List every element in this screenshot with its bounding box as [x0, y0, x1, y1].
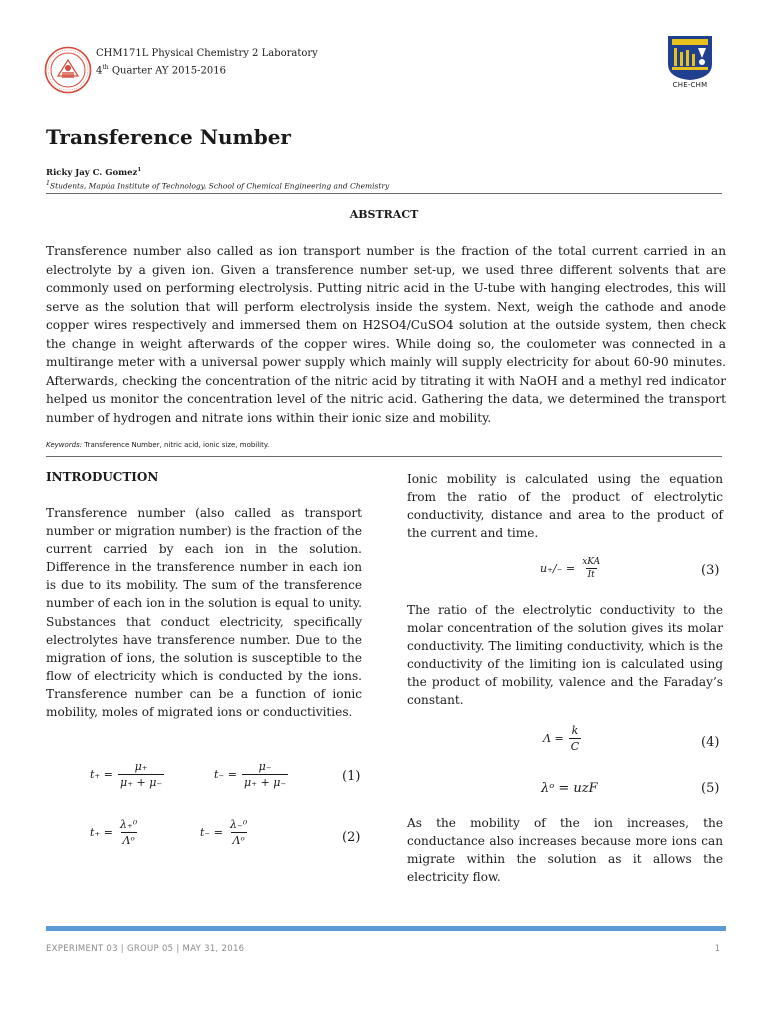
equation-4: [543, 724, 581, 753]
eq4-denominator: C: [570, 740, 580, 753]
course-info: [96, 47, 318, 78]
keywords-divider: [46, 456, 722, 457]
equation-5: λᵒ = uzF: [541, 781, 598, 796]
mobility-conductance-paragraph: As the mobility of the ion increases, the conductance also increases because more ions can migrate within the solution as it allows the electricity flow.: [407, 816, 723, 885]
eq3-fraction: [580, 557, 602, 580]
affiliation-line: [46, 180, 389, 191]
eq1-t-minus-numerator: μ₋: [258, 760, 272, 773]
author-sup: 1: [137, 167, 142, 173]
eq1-t-plus-denominator: μ₊ + μ₋: [120, 776, 163, 789]
affiliation-divider: [46, 193, 722, 194]
keywords-text: Transference Number, nitric acid, ionic size, mobility.: [84, 441, 270, 449]
eq1-t-minus-lhs: t₋ =: [214, 768, 237, 781]
eq3-lhs: u₊/₋ =: [540, 562, 576, 575]
equation-1-t-plus: [90, 760, 164, 789]
introduction-text: Transference number (also called as transport number or migration number) is the fraction of the current carried by each ion in the solution. Difference in the transference number in each ion is due to its mobility. The sum of the transference number of each ion in the solution is equal to unity. Substances that conduct electricity, specifically electrolytes have transference number. Due to the migration of ions, the solution is susceptible to the flow of electricity which is conducted by the ions. Transference number can be a function of ionic mobility, moles of migrated ions or conductivities.: [46, 506, 362, 720]
eq1-t-plus-fraction: [118, 760, 164, 789]
equation-1-number: (1): [342, 769, 361, 784]
mobility-paragraph: Ionic mobility is calculated using the equation from the ratio of the product of electrolytic conductivity, distance and area to the product of the current and time.: [407, 472, 723, 541]
equation-2-t-minus: [200, 818, 249, 847]
eq1-t-plus-numerator: μ₊: [134, 760, 148, 773]
equation-3-number: (3): [701, 563, 720, 578]
eq2-t-plus-denominator: Λᵒ: [122, 834, 135, 847]
eq2-t-plus-fraction: [118, 818, 139, 847]
eq2-t-plus-numerator: λ₊⁰: [120, 818, 138, 831]
eq2-t-minus-fraction: [228, 818, 249, 847]
quarter-line: [96, 61, 318, 78]
paper-title: Transference Number: [46, 125, 291, 149]
conductivity-paragraph: The ratio of the electrolytic conductivity to the molar concentration of the solution gives its molar conductivity. The limiting conductivity, which is the conductivity of the limiting ion is calculated using the product of mobility, valence and the Faraday’s constant.: [407, 603, 723, 708]
eq1-t-plus-lhs: t₊ =: [90, 768, 113, 781]
university-seal-icon: [44, 46, 92, 94]
eq3-denominator: It: [587, 570, 595, 580]
equation-2-number: (2): [342, 830, 361, 845]
eq1-t-minus-fraction: [242, 760, 288, 789]
page-number: 1: [714, 944, 720, 954]
eq3-numerator: xKA: [582, 557, 601, 567]
equation-5-number: (5): [701, 781, 720, 796]
eq4-fraction: [569, 724, 581, 753]
abstract-text: Transference number also called as ion transport number is the fraction of the total current carried in an electrolyte by a given ion. Given a transference number set-up, we used three different solvents that are commonly used on performing electrolysis. Putting nitric acid in the U-tube with hanging electrodes, this will serve as the solution that will perform electrolysis inside the system. Next, weigh the cathode and anode copper wires respectively and immersed them on H2SO4/CuSO4 solution at the outside system, then check the change in weight afterwards of the copper wires. While doing so, the coulometer was connected in a multirange meter with a universal power supply which mainly will supply electricity for about 60-90 minutes. Afterwards, checking the concentration of the nitric acid by titrating it with NaOH and a methyl red indicator helped us monitor the concentration level of the nitric acid. Gathering the data, we determined the transport number of hydrogen and nitrate ions within their ionic size and mobility.: [46, 244, 726, 425]
eq4-numerator: k: [571, 724, 579, 737]
equation-1-t-minus: [214, 760, 288, 789]
course-line: CHM171L Physical Chemistry 2 Laboratory: [96, 48, 318, 59]
author-name: Ricky Jay C. Gomez: [46, 167, 138, 178]
keywords-line: [46, 441, 269, 449]
eq2-t-minus-numerator: λ₋⁰: [230, 818, 248, 831]
keywords-label: Keywords:: [46, 441, 83, 449]
equation-3: [540, 557, 602, 580]
quarter-suffix: th: [102, 64, 109, 71]
abstract-heading: ABSTRACT: [349, 208, 419, 221]
eq2-t-minus-lhs: t₋ =: [200, 826, 223, 839]
eq4-lhs: Λ =: [543, 732, 564, 745]
eq1-t-minus-denominator: μ₊ + μ₋: [244, 776, 287, 789]
eq2-t-plus-lhs: t₊ =: [90, 826, 113, 839]
eq2-t-minus-denominator: Λᵒ: [232, 834, 245, 847]
footer-text: EXPERIMENT 03 | GROUP 05 | MAY 31, 2016: [46, 944, 245, 954]
author-line: [46, 167, 141, 178]
logo-caption: CHE-CHM: [672, 81, 708, 89]
affiliation-text: Students, Mapúa Institute of Technology, School of Chemical Engineering and Chemistry: [49, 181, 390, 191]
equation-4-number: (4): [701, 735, 720, 750]
footer-bar: [46, 926, 726, 931]
quarter-number: 4: [96, 65, 103, 77]
equation-2-t-plus: [90, 818, 139, 847]
introduction-heading: INTRODUCTION: [46, 470, 159, 484]
quarter-text: Quarter AY 2015-2016: [108, 65, 226, 77]
affiliation-sup: 1: [46, 180, 50, 187]
